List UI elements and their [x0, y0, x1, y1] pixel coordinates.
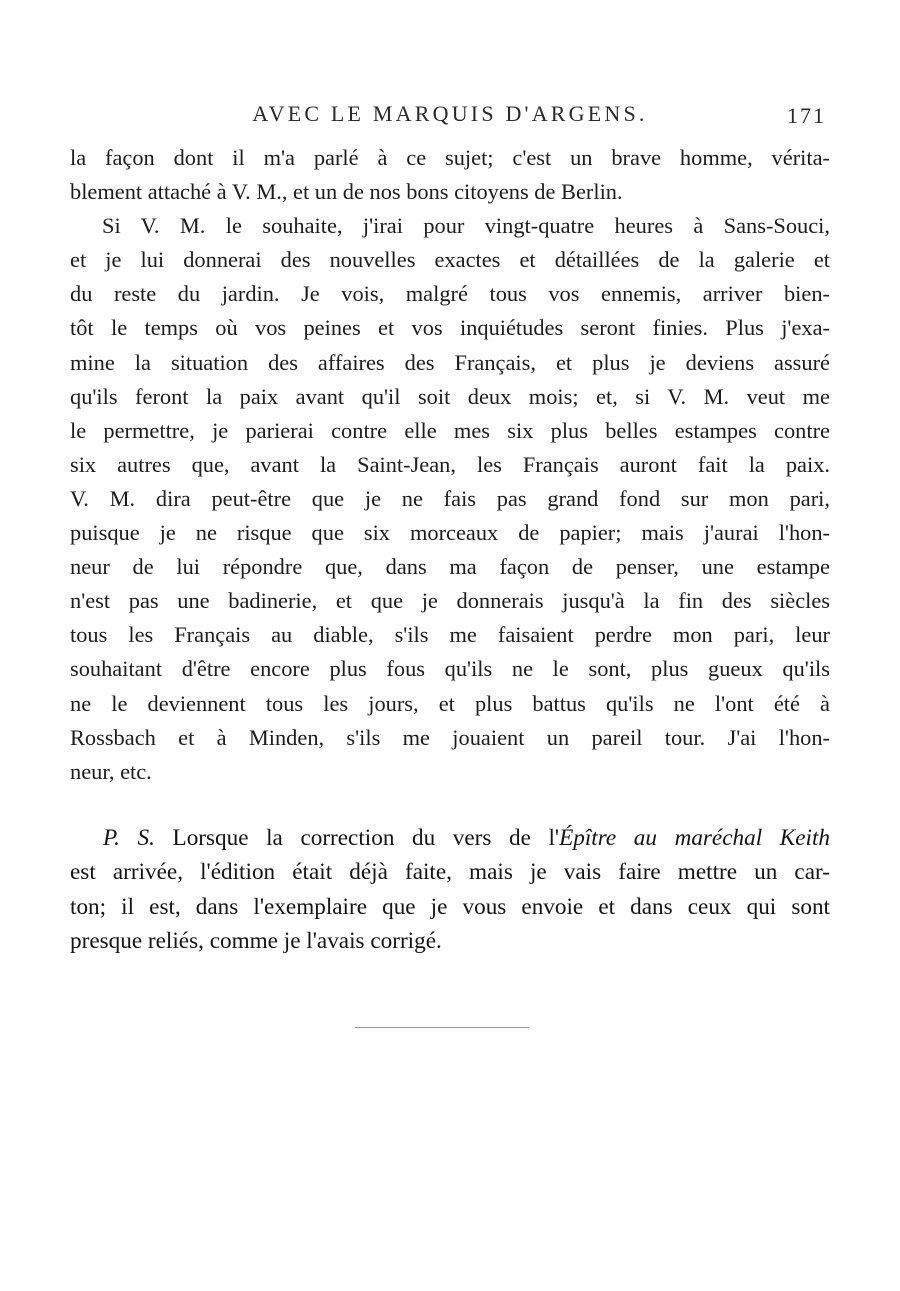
text-line: neur, etc. — [70, 758, 152, 784]
text-line: et je lui donnerai des nouvelles exactes et détaillées de la galerie et — [70, 247, 830, 273]
text-line: n'est pas une badinerie, et que je donnerais jusqu'à la fin des siècles — [70, 588, 830, 614]
closing-rule — [355, 1027, 529, 1028]
text-line: puisque je ne risque que six morceaux de papier; mais j'aurai l'hon- — [70, 520, 830, 546]
work-title: Épître au maréchal Keith — [559, 825, 830, 851]
running-head — [70, 98, 830, 130]
running-title: AVEC LE MARQUIS D'ARGENS. — [252, 101, 648, 126]
text-line: tous les Français au diable, s'ils me faisaient perdre mon pari, leur — [70, 622, 830, 648]
text-line: mine la situation des affaires des Français, et plus je deviens assuré — [70, 349, 830, 375]
page-number: 171 — [787, 103, 826, 128]
text-line: Rossbach et à Minden, s'ils me jouaient un pareil tour. J'ai l'hon- — [70, 724, 830, 750]
postscript-first-line — [70, 821, 830, 855]
postscript-label: P. S. — [103, 825, 155, 851]
text-line: six autres que, avant la Saint-Jean, les Français auront fait la paix. — [70, 451, 830, 477]
text-line: la façon dont il m'a parlé à ce sujet; c'est un brave homme, vérita- — [70, 145, 830, 170]
postscript-line: presque reliés, comme je l'avais corrigé. — [70, 927, 442, 954]
text-line: qu'ils feront la paix avant qu'il soit deux mois; et, si V. M. veut me — [70, 383, 830, 409]
letter-body — [70, 141, 830, 789]
text-line: blement attaché à V. M., et un de nos bons citoyens de Berlin. — [70, 179, 623, 205]
text-line: tôt le temps où vos peines et vos inquiétudes seront finies. Plus j'exa- — [70, 315, 830, 341]
text-line: ne le deviennent tous les jours, et plus battus qu'ils ne l'ont été à — [70, 690, 830, 716]
postscript-line: ton; il est, dans l'exemplaire que je vous envoie et dans ceux qui sont — [70, 893, 830, 920]
text-line: souhaitant d'être encore plus fous qu'ils ne le sont, plus gueux qu'ils — [70, 656, 830, 682]
postscript-intro: Lorsque la correction du vers de l' — [154, 825, 560, 851]
text-line: le permettre, je parierai contre elle mes six plus belles estampes contre — [70, 417, 830, 443]
text-line: neur de lui répondre que, dans ma façon de penser, une estampe — [70, 554, 830, 580]
text-line: Si V. M. le souhaite, j'irai pour vingt-quatre heures à Sans-Souci, — [102, 213, 830, 239]
text-line: du reste du jardin. Je vois, malgré tous vos ennemis, arriver bien- — [70, 281, 830, 307]
text-line: V. M. dira peut-être que je ne fais pas grand fond sur mon pari, — [70, 485, 830, 511]
postscript-line: est arrivée, l'édition était déjà faite, mais je vais faire mettre un car- — [70, 859, 830, 886]
postscript — [70, 821, 830, 958]
